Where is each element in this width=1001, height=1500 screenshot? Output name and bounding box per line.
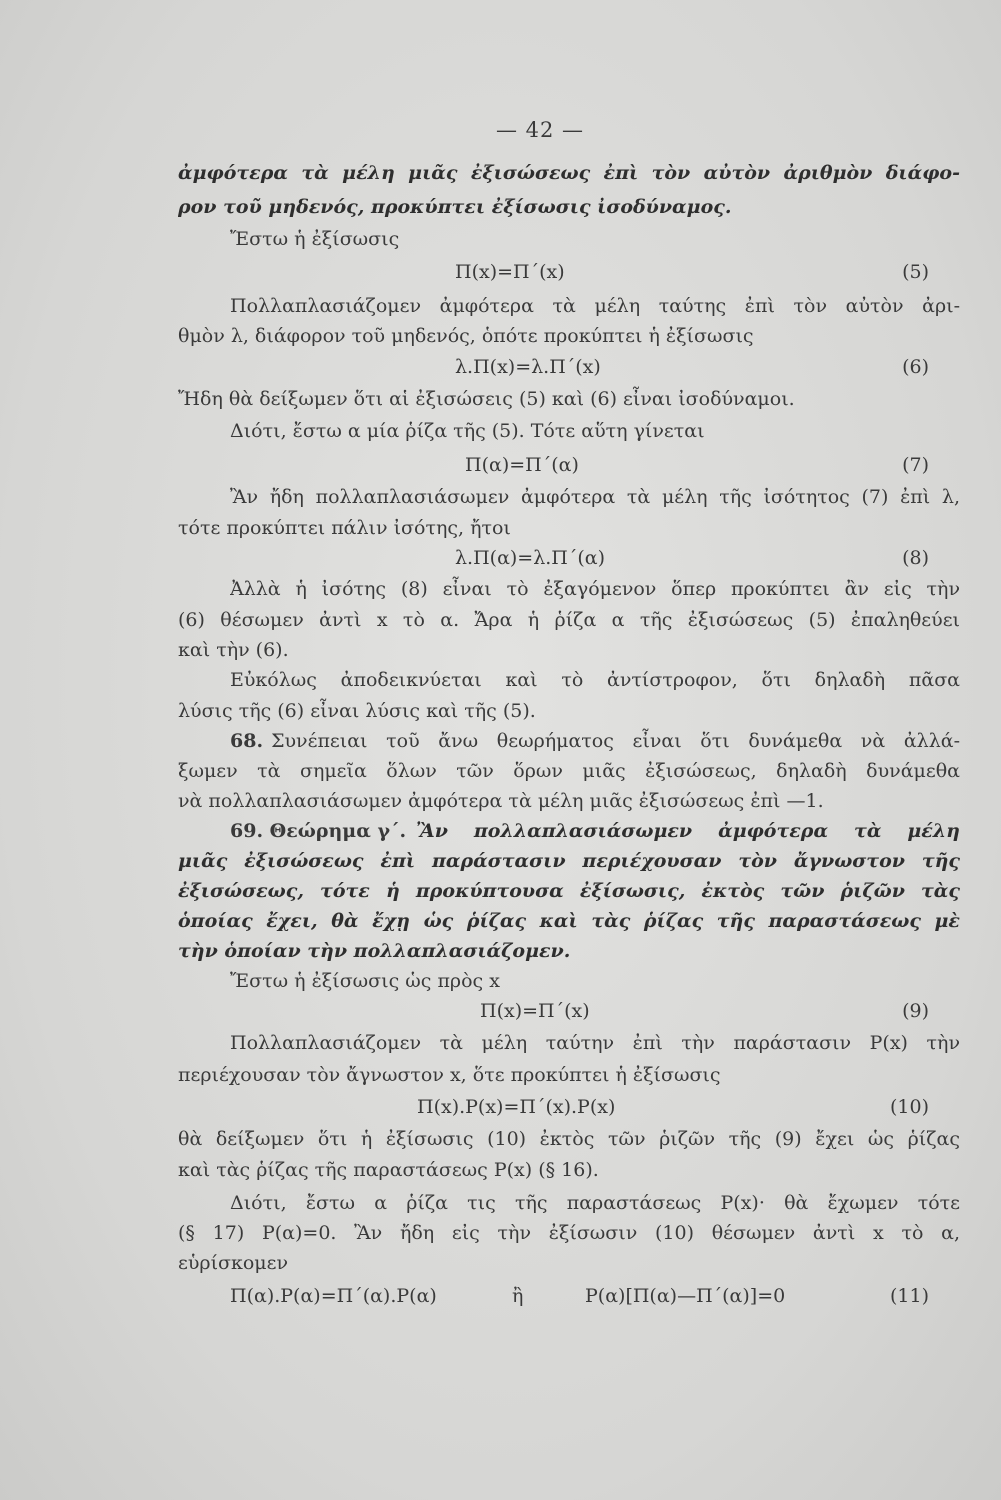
theorem-number: 69. Θεώρημα γ΄. [230, 820, 407, 842]
text-line: μιᾶς ἐξισώσεως ἐπὶ παράστασιν περιέχουσαν τὸν ἄγνωστον τῆς [178, 850, 960, 872]
equation-number: (9) [902, 1000, 929, 1022]
text-line: Πολλαπλασιάζομεν ἀμφότερα τὰ μέλη ταύτης ἐπὶ τὸν αὐτὸν ἀρι- [230, 295, 960, 317]
text-line: περιέχουσαν τὸν ἄγνωστον x, ὅτε προκύπτει ἡ ἐξίσωσις [178, 1064, 721, 1086]
text-line: Διότι, ἔστω α μία ῥίζα τῆς (5). Τότε αὕτη γίνεται [230, 420, 705, 442]
equation-11-left: Π(α).P(α)=Π΄(α).P(α) [230, 1285, 437, 1307]
equation-6: λ.Π(x)=λ.Π΄(x) [455, 356, 601, 378]
text-line: λύσις τῆς (6) εἶναι λύσις καὶ τῆς (5). [178, 700, 536, 722]
text-line: Ἔστω ἡ ἐξίσωσις [230, 228, 400, 250]
equation-number: (7) [902, 454, 929, 476]
text-line: νὰ πολλαπλασιάσωμεν ἀμφότερα τὰ μέλη μιᾶς ἐξισώσεως ἐπὶ —1. [178, 790, 824, 812]
text-line: Ἂν πολλαπλασιάσωμεν ἀμφότερα τὰ μέλη [416, 820, 960, 842]
equation-11-right: P(α)[Π(α)—Π΄(α)]=0 [585, 1285, 786, 1307]
text-line: καὶ τὰς ῥίζας τῆς παραστάσεως P(x) (§ 16). [178, 1159, 599, 1181]
equation-number: (5) [902, 261, 929, 283]
text-line: (§ 17) P(α)=0. Ἂν ἤδη εἰς τὴν ἐξίσωσιν (10) θέσωμεν ἀντὶ x τὸ α, [178, 1222, 960, 1244]
text-line: Ἀλλὰ ἡ ἰσότης (8) εἶναι τὸ ἐξαγόμενον ὅπερ προκύπτει ἂν εἰς τὴν [230, 578, 960, 600]
equation-10: Π(x).P(x)=Π΄(x).P(x) [417, 1096, 616, 1118]
text-line: θμὸν λ, διάφορον τοῦ μηδενός, ὁπότε προκύπτει ἡ ἐξίσωσις [178, 325, 754, 347]
paragraph-68 [230, 728, 960, 754]
section-number: 68. [230, 730, 264, 752]
equation-8: λ.Π(α)=λ.Π΄(α) [455, 547, 606, 569]
text-line: τότε προκύπτει πάλιν ἰσότης, ἤτοι [178, 517, 511, 539]
text-line: Εὐκόλως ἀποδεικνύεται καὶ τὸ ἀντίστροφον, ὅτι δηλαδὴ πᾶσα [230, 669, 960, 691]
equation-7: Π(α)=Π΄(α) [465, 454, 579, 476]
text-line: Ἂν ἤδη πολλαπλασιάσωμεν ἀμφότερα τὰ μέλη τῆς ἰσότητος (7) ἐπὶ λ, [230, 486, 960, 508]
theorem-heading [230, 818, 960, 844]
equation-9: Π(x)=Π΄(x) [480, 1000, 590, 1022]
equation-5: Π(x)=Π΄(x) [455, 261, 565, 283]
text-line: Συνέπειαι τοῦ ἄνω θεωρήματος εἶναι ὅτι δυνάμεθα νὰ ἀλλά- [271, 730, 960, 752]
text-line: καὶ τὴν (6). [178, 639, 289, 661]
text-line: Πολλαπλασιάζομεν τὰ μέλη ταύτην ἐπὶ τὴν παράστασιν P(x) τὴν [230, 1032, 960, 1054]
equation-number: (11) [889, 1285, 929, 1307]
text-line: θὰ δείξωμεν ὅτι ἡ ἐξίσωσις (10) ἐκτὸς τῶν ῥιζῶν τῆς (9) ἔχει ὡς ῥίζας [178, 1128, 960, 1150]
text-line: Ἤδη θὰ δείξωμεν ὅτι αἱ ἐξισώσεις (5) καὶ (6) εἶναι ἰσοδύναμοι. [178, 388, 795, 410]
text-line: (6) θέσωμεν ἀντὶ x τὸ α. Ἄρα ἡ ῥίζα α τῆς ἐξισώσεως (5) ἐπαληθεύει [178, 609, 960, 631]
text-line: τὴν ὁποίαν τὴν πολλαπλασιάζομεν. [178, 940, 571, 962]
text-line: ξωμεν τὰ σημεῖα ὅλων τῶν ὅρων μιᾶς ἐξισώσεως, δηλαδὴ δυνάμεθα [178, 760, 960, 782]
equation-number: (6) [902, 356, 929, 378]
text-line: Ἔστω ἡ ἐξίσωσις ὡς πρὸς x [230, 970, 500, 992]
text-line: ρον τοῦ μηδενός, προκύπτει ἐξίσωσις ἰσοδύναμος. [178, 196, 732, 218]
text-line: εὑρίσκομεν [178, 1252, 289, 1274]
text-line: Διότι, ἔστω α ῥίζα τις τῆς παραστάσεως P(x)· θὰ ἔχωμεν τότε [230, 1192, 960, 1214]
text-line: ἀμφότερα τὰ μέλη μιᾶς ἐξισώσεως ἐπὶ τὸν αὐτὸν ἀριθμὸν διάφο- [178, 162, 960, 184]
text-line: ἐξισώσεως, τότε ἡ προκύπτουσα ἐξίσωσις, ἐκτὸς τῶν ῥιζῶν τὰς [178, 880, 960, 902]
equation-number: (10) [889, 1096, 929, 1118]
text-line: ὁποίας ἔχει, θὰ ἔχῃ ὡς ῥίζας καὶ τὰς ῥίζας τῆς παραστάσεως μὲ [178, 910, 960, 932]
equation-11-or: ἢ [512, 1285, 524, 1307]
equation-number: (8) [902, 547, 929, 569]
page-number: — 42 — [495, 118, 585, 142]
